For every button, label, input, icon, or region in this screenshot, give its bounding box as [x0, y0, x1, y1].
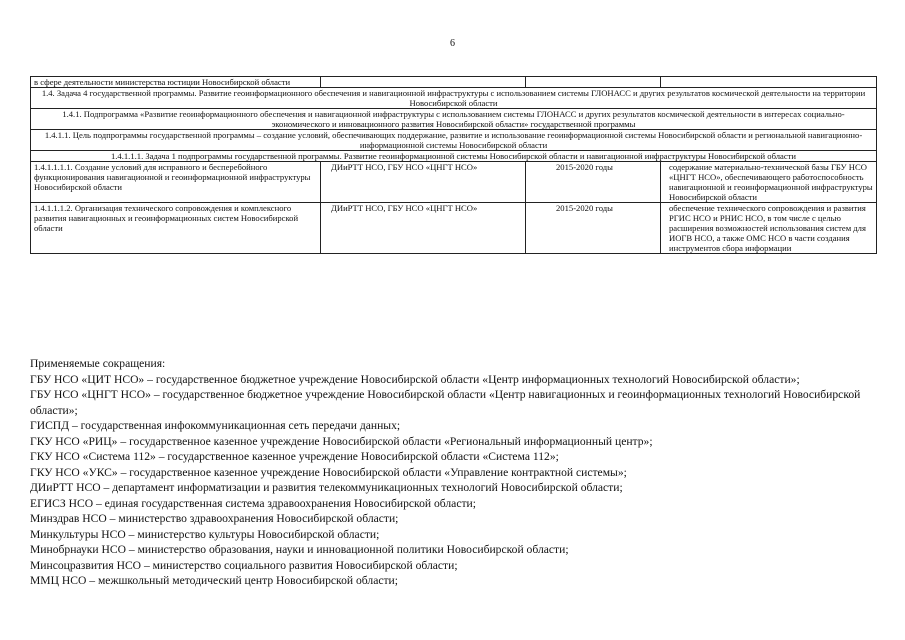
abbreviation-item: Минкультуры НСО – министерство культуры Новосибирской области;: [30, 527, 380, 541]
result-cell: содержание материально-технической базы ГБУ НСО «ЦНГТ НСО», обеспечивающего работоспособность навигационной и геоинформационной инфраструктуры Новосибирской области: [661, 162, 877, 203]
abbreviation-item: ДИиРТТ НСО – департамент информатизации и развития телекоммуникационных технологий Новосибирской области;: [30, 481, 623, 494]
abbreviations-heading: Применяемые сокращения:: [30, 357, 166, 370]
section-row: [31, 88, 877, 109]
table-cell: [526, 77, 661, 88]
section-heading: 1.4. Задача 4 государственной программы. Развитие геоинформационного обеспечения и навигационной инфраструктуры с использованием системы ГЛОНАСС и других результатов космической деятельности на территории Новосибирской области: [31, 88, 877, 109]
table-row: [31, 203, 877, 254]
measure-cell: 1.4.1.1.1.1. Создание условий для исправного и бесперебойного функционирования навигационной и геоинформационной инфраструктуры Новосибирской области: [31, 162, 321, 203]
table-cell: [661, 77, 877, 88]
table-row: [31, 162, 877, 203]
table-row: [31, 77, 877, 88]
measure-cell: 1.4.1.1.1.2. Организация технического сопровождения и комплексного развития навигационных и геоинформационных систем Новосибирской области: [31, 203, 321, 254]
section-row: [31, 130, 877, 151]
table-cell: в сфере деятельности министерства юстиции Новосибирской области: [31, 77, 321, 88]
abbreviation-item: ГКУ НСО «УКС» – государственное казенное учреждение Новосибирской области «Управление контрактной системы»;: [30, 465, 627, 479]
page-number: 6: [450, 38, 455, 49]
executor-cell: ДИиРТТ НСО, ГБУ НСО «ЦНГТ НСО»: [321, 162, 526, 203]
table-cell: [321, 77, 526, 88]
program-table: [30, 76, 877, 254]
abbreviation-item: ГБУ НСО «ЦНГТ НСО» – государственное бюджетное учреждение Новосибирской области «Центр навигационных и геоинформационных технологий Новосибирской области»;: [30, 388, 861, 417]
abbreviation-item: ЕГИСЗ НСО – единая государственная система здравоохранения Новосибирской области;: [30, 496, 476, 510]
period-cell: 2015-2020 годы: [526, 162, 661, 203]
abbreviation-item: ГКУ НСО «Система 112» – государственное казенное учреждение Новосибирской области «Система 112»;: [30, 450, 559, 463]
goal-heading: 1.4.1.1. Цель подпрограммы государственной программы – создание условий, обеспечивающих поддержание, развитие и использование геоинформационной системы Новосибирской области и региональной навигационно-информационной системы Новосибирской области: [31, 130, 877, 151]
abbreviation-item: Минобрнауки НСО – министерство образования, науки и инновационной политики Новосибирской области;: [30, 543, 569, 556]
abbreviation-item: ММЦ НСО – межшкольный методический центр Новосибирской области;: [30, 574, 398, 587]
result-cell: обеспечение технического сопровождения и развития РГИС НСО и РНИС НСО, в том числе с целью расширения возможностей использования систем для ИОГВ НСО, а также ОМС НСО в части создания инструментов сбора информации: [661, 203, 877, 254]
period-cell: 2015-2020 годы: [526, 203, 661, 254]
section-row: [31, 151, 877, 162]
abbreviations-block: [30, 356, 880, 589]
section-row: [31, 109, 877, 130]
abbreviation-item: ГБУ НСО «ЦИТ НСО» – государственное бюджетное учреждение Новосибирской области «Центр информационных технологий Новосибирской области»;: [30, 372, 800, 386]
subprogram-heading: 1.4.1. Подпрограмма «Развитие геоинформационного обеспечения и навигационной инфраструктуры с использованием системы ГЛОНАСС и других результатов космической деятельности в интересах социально-экономического и инновационного развития Новосибирской области» государственной программы: [31, 109, 877, 130]
abbreviation-item: Минсоцразвития НСО – министерство социального развития Новосибирской области;: [30, 558, 458, 572]
abbreviation-item: ГКУ НСО «РИЦ» – государственное казенное учреждение Новосибирской области «Региональный информационный центр»;: [30, 434, 653, 448]
executor-cell: ДИиРТТ НСО, ГБУ НСО «ЦНГТ НСО»: [321, 203, 526, 254]
abbreviation-item: ГИСПД – государственная инфокоммуникационная сеть передачи данных;: [30, 419, 401, 432]
abbreviation-item: Минздрав НСО – министерство здравоохранения Новосибирской области;: [30, 512, 399, 525]
task-heading: 1.4.1.1.1. Задача 1 подпрограммы государственной программы. Развитие геоинформационной системы Новосибирской области и навигационной инфраструктуры Новосибирской области: [31, 151, 877, 162]
